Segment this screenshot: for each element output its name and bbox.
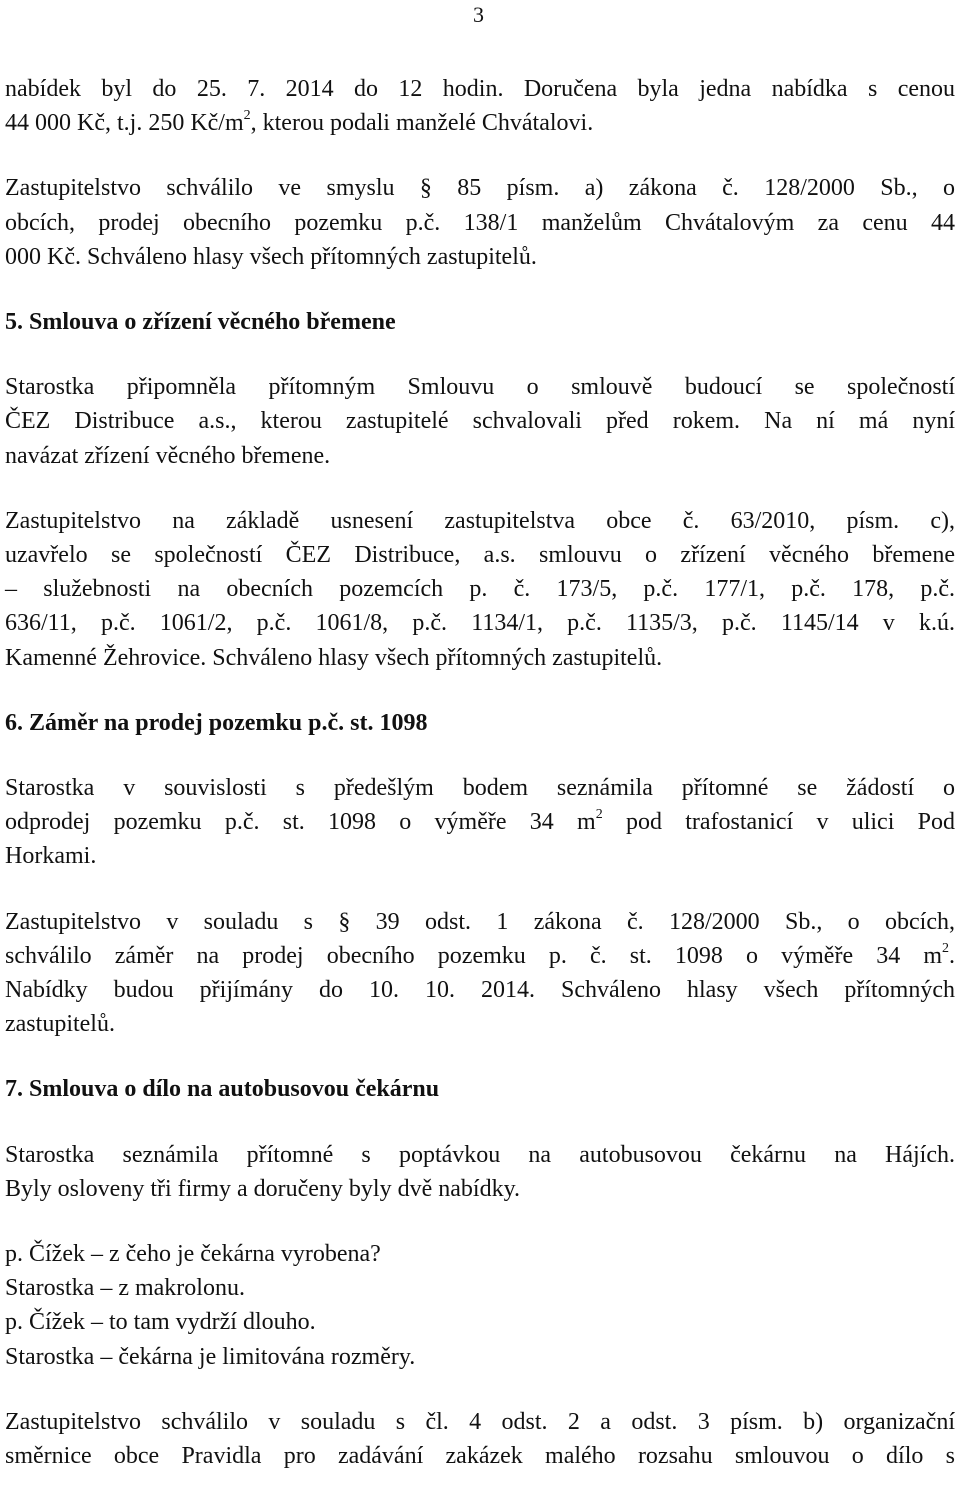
text-line xyxy=(5,805,955,839)
text-span: 44 000 Kč, t.j. 250 Kč/m xyxy=(5,110,244,137)
text-line: nabídek byl do 25. 7. 2014 do 12 hodin. Doručena byla jedna nabídka s cenou xyxy=(5,76,955,102)
superscript: 2 xyxy=(243,108,251,124)
section-heading-5: 5. Smlouva o zřízení věcného břemene xyxy=(5,309,396,336)
text-line: Zastupitelstvo na základě usnesení zastupitelstva obce č. 63/2010, písm. c), xyxy=(5,507,955,534)
text-line: obcích, prodej obecního pozemku p.č. 138/1 manželům Chvátalovým za cenu 44 xyxy=(5,209,955,236)
text-line: Starostka v souvislosti s předešlým bodem seznámila přítomné se žádostí o xyxy=(5,775,955,802)
text-line: Zastupitelstvo schválilo ve smyslu § 85 písm. a) zákona č. 128/2000 Sb., o xyxy=(5,175,955,202)
text-span: schválilo záměr na prodej obecního pozemku p. č. st. 1098 o výměře 34 m xyxy=(5,942,942,969)
text-line xyxy=(5,106,955,140)
text-span: odprodej pozemku p.č. st. 1098 o výměře 34 m xyxy=(5,809,596,836)
superscript: 2 xyxy=(942,940,949,956)
document-body xyxy=(5,72,955,1473)
text-line: Zastupitelstvo schválilo v souladu s čl. 4 odst. 2 a odst. 3 písm. b) organizační xyxy=(5,1408,955,1435)
dialogue-line: Starostka – čekárna je limitována rozměry. xyxy=(5,1343,416,1370)
text-line: Kamenné Žehrovice. Schváleno hlasy všech přítomných zastupitelů. xyxy=(5,644,663,671)
text-span: , kterou podali manželé Chvátalovi. xyxy=(250,110,594,137)
text-line: uzavřelo se společností ČEZ Distribuce, a.s. smlouvu o zřízení věcného břemene xyxy=(5,542,955,569)
text-span: . xyxy=(949,942,955,969)
text-line: Starostka připomněla přítomným Smlouvu o smlouvě budoucí se společností xyxy=(5,374,955,401)
dialogue-line: p. Čížek – to tam vydrží dlouho. xyxy=(5,1309,316,1336)
section-heading-7: 7. Smlouva o dílo na autobusovou čekárnu xyxy=(5,1076,440,1103)
text-line: ČEZ Distribuce a.s., kterou zastupitelé schvalovali před rokem. Na ní má nyní xyxy=(5,408,955,435)
page-number: 3 xyxy=(473,2,484,27)
text-line: Starostka seznámila přítomné s poptávkou na autobusovou čekárnu na Hájích. xyxy=(5,1141,955,1168)
text-line: Horkami. xyxy=(5,843,97,870)
text-line: Byly osloveny tři firmy a doručeny byly dvě nabídky. xyxy=(5,1175,521,1202)
text-line: 000 Kč. Schváleno hlasy všech přítomných zastupitelů. xyxy=(5,243,537,270)
text-line: Zastupitelstvo v souladu s § 39 odst. 1 zákona č. 128/2000 Sb., o obcích, xyxy=(5,908,955,935)
text-line: 636/11, p.č. 1061/2, p.č. 1061/8, p.č. 1134/1, p.č. 1135/3, p.č. 1145/14 v k.ú. xyxy=(5,610,955,637)
section-heading-6: 6. Záměr na prodej pozemku p.č. st. 1098 xyxy=(5,709,428,736)
dialogue-line: Starostka – z makrolonu. xyxy=(5,1275,245,1302)
dialogue-line: p. Čížek – z čeho je čekárna vyrobena? xyxy=(5,1241,381,1268)
text-span: pod trafostanicí v ulici Pod xyxy=(602,809,955,836)
text-line: zastupitelů. xyxy=(5,1011,115,1038)
text-line xyxy=(5,939,955,973)
text-line: – služebnosti na obecních pozemcích p. č. 173/5, p.č. 177/1, p.č. 178, p.č. xyxy=(5,576,955,603)
text-line: směrnice obce Pravidla pro zadávání zakázek malého rozsahu smlouvou o dílo s xyxy=(5,1443,955,1470)
superscript: 2 xyxy=(595,807,603,823)
text-line: navázat zřízení věcného břemene. xyxy=(5,442,331,469)
text-line: Nabídky budou přijímány do 10. 10. 2014. Schváleno hlasy všech přítomných xyxy=(5,977,955,1004)
